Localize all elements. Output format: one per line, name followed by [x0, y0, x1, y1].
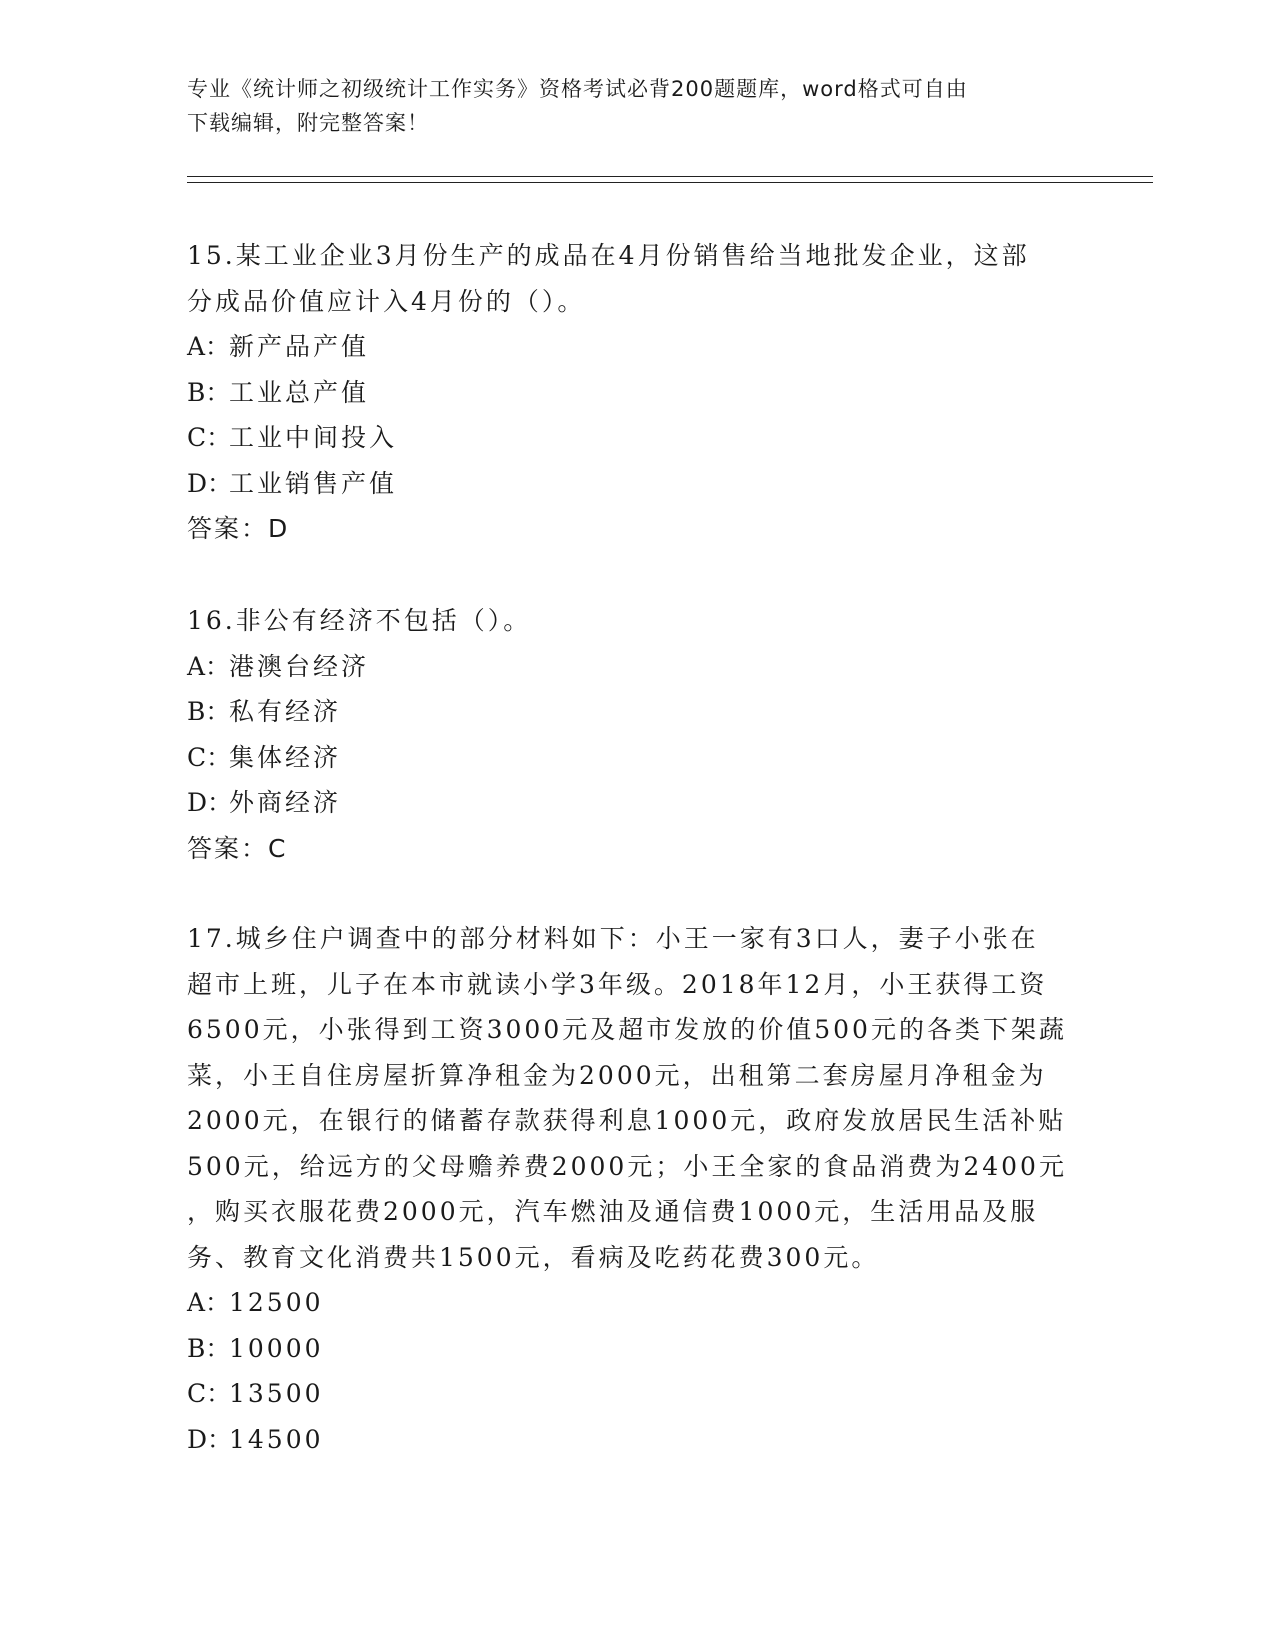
question-stem-line: 6500元，小张得到工资3000元及超市发放的价值500元的各类下架蔬 — [187, 1015, 1067, 1044]
option-text: 工业销售产值 — [229, 468, 398, 498]
option-letter: B： — [187, 377, 231, 407]
option-text: 私有经济 — [229, 697, 342, 726]
option-letter: B： — [187, 697, 231, 726]
question-stem-line: 超市上班，儿子在本市就读小学3年级。2018年12月，小王获得工资 — [187, 969, 1048, 999]
option-letter: D： — [187, 468, 233, 498]
option-letter: D： — [187, 1424, 233, 1454]
option-letter: C： — [187, 423, 232, 452]
question-16 — [187, 598, 1087, 871]
option-letter: C： — [187, 1379, 232, 1408]
option-text: 13500 — [229, 1379, 324, 1408]
option-text: 10000 — [229, 1333, 324, 1363]
option-a — [187, 324, 1087, 370]
question-stem-line: 16.非公有经济不包括（）。 — [187, 606, 532, 635]
answer-line: 答案：C — [187, 833, 288, 863]
question-stem-line: 务、教育文化消费共1500元，看病及吃药花费300元。 — [187, 1242, 880, 1272]
option-a — [187, 644, 1087, 690]
option-text: 12500 — [229, 1288, 324, 1317]
question-stem-line: 2000元，在银行的储蓄存款获得利息1000元，政府发放居民生活补贴 — [187, 1106, 1067, 1135]
option-c — [187, 735, 1087, 781]
header-divider-bottom — [187, 182, 1153, 183]
option-text: 14500 — [229, 1424, 324, 1454]
question-stem-line: 500元，给远方的父母赡养费2000元；小王全家的食品消费为2400元 — [187, 1151, 1067, 1181]
question-stem-line: 分成品价值应计入4月份的（）。 — [187, 286, 586, 316]
option-b — [187, 1326, 1087, 1372]
option-letter: A： — [187, 332, 231, 361]
option-text: 工业总产值 — [229, 377, 370, 407]
option-letter: A： — [187, 651, 231, 681]
question-stem-line: 菜，小王自住房屋折算净租金为2000元，出租第二套房屋月净租金为 — [187, 1060, 1047, 1090]
question-15 — [187, 233, 1087, 552]
option-text: 工业中间投入 — [229, 423, 398, 452]
header-line-2: 下载编辑，附完整答案！ — [187, 111, 429, 135]
option-letter: A： — [187, 1288, 231, 1317]
option-letter: D： — [187, 788, 233, 817]
option-b — [187, 689, 1087, 735]
option-d — [187, 780, 1087, 826]
option-d — [187, 1417, 1087, 1463]
option-b — [187, 370, 1087, 416]
header-line-1: 专业《统计师之初级统计工作实务》资格考试必背200题题库，word格式可自由 — [187, 77, 968, 101]
answer-line: 答案：D — [187, 514, 290, 543]
header-divider-top — [187, 176, 1153, 177]
question-stem-line: ，购买衣服花费2000元，汽车燃油及通信费1000元，生活用品及服 — [187, 1197, 1039, 1226]
option-a — [187, 1280, 1087, 1326]
option-text: 集体经济 — [229, 742, 342, 772]
question-stem-line: 15.某工业企业3月份生产的成品在4月份销售给当地批发企业，这部 — [187, 241, 1030, 270]
option-text: 新产品产值 — [229, 332, 370, 361]
option-d — [187, 461, 1087, 507]
option-text: 港澳台经济 — [229, 651, 370, 681]
question-stem-line: 17.城乡住户调查中的部分材料如下：小王一家有3口人，妻子小张在 — [187, 924, 1039, 953]
question-17 — [187, 916, 1087, 1462]
option-text: 外商经济 — [229, 788, 342, 817]
document-header — [187, 72, 1067, 140]
option-letter: B： — [187, 1333, 231, 1363]
option-c — [187, 415, 1087, 461]
option-letter: C： — [187, 742, 232, 772]
option-c — [187, 1371, 1087, 1417]
